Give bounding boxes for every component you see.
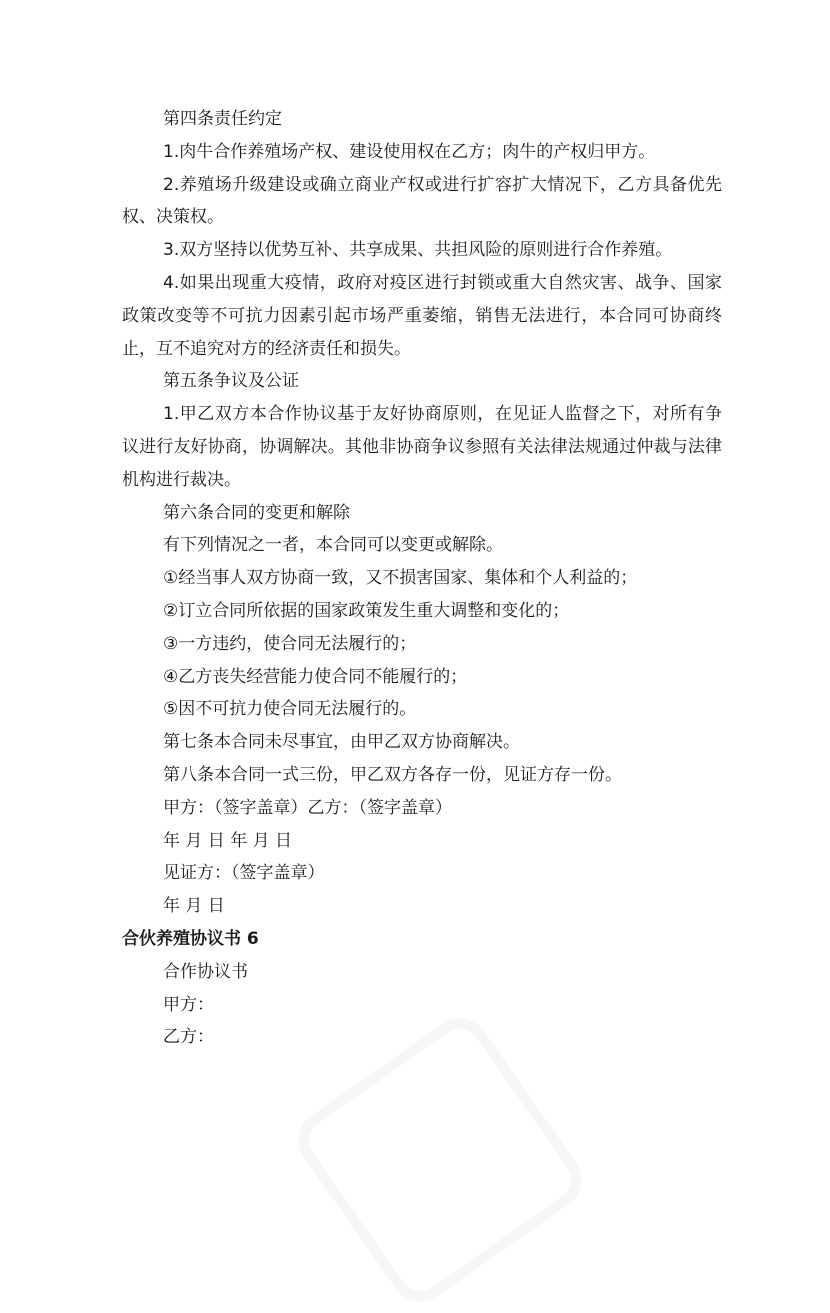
document-title: 合作协议书 <box>163 961 248 982</box>
article-7: 第七条本合同未尽事宜，由甲乙双方协商解决。 <box>163 732 520 753</box>
date-line: 年 月 日 <box>163 896 225 917</box>
article-8: 第八条本合同一式三份，甲乙双方各存一份，见证方存一份。 <box>163 764 622 785</box>
paragraph: 有下列情况之一者，本合同可以变更或解除。 <box>163 535 503 556</box>
list-item: ④乙方丧失经营能力使合同不能履行的； <box>163 666 468 687</box>
article-4-title: 第四条责任约定 <box>163 109 282 129</box>
article-6-title: 第六条合同的变更和解除 <box>163 502 350 523</box>
paragraph: 2.养殖场升级建设或确立商业产权或进行扩容扩大情况下，乙方具备优先权、决策权。 <box>122 174 722 228</box>
article-5-title: 第五条争议及公证 <box>163 371 299 392</box>
party-b-line: 乙方： <box>163 1027 214 1048</box>
paragraph: 1.甲乙双方本合作协议基于友好协商原则，在见证人监督之下，对所有争议进行友好协商，协调解决。其他非协商争议参照有关法律法规通过仲裁与法律机构进行裁决。 <box>122 404 722 490</box>
list-item: ②订立合同所依据的国家政策发生重大调整和变化的； <box>163 600 570 621</box>
list-item: ⑤因不可抗力使合同无法履行的。 <box>163 699 417 720</box>
paragraph: 4.如果出现重大疫情，政府对疫区进行封锁或重大自然灾害、战争、国家政策改变等不可抗力因素引起市场严重萎缩，销售无法进行，本合同可协商终止，互不追究对方的经济责任和损失。 <box>122 272 722 359</box>
list-item: ③一方违约，使合同无法履行的； <box>163 633 417 654</box>
signature-line: 甲方：（签字盖章）乙方：（签字盖章） <box>163 797 452 818</box>
date-line: 年 月 日 年 月 日 <box>163 830 293 851</box>
section-heading: 合伙养殖协议书 6 <box>122 928 259 949</box>
party-a-line: 甲方： <box>163 994 214 1015</box>
paragraph: 1.肉牛合作养殖场产权、建设使用权在乙方；肉牛的产权归甲方。 <box>163 141 656 162</box>
witness-signature-line: 见证方：（签字盖章） <box>163 863 325 884</box>
paragraph: 3.双方坚持以优势互补、共享成果、共担风险的原则进行合作养殖。 <box>163 240 673 261</box>
document-body <box>122 103 722 1054</box>
list-item: ①经当事人双方协商一致，又不损害国家、集体和个人利益的； <box>163 568 638 589</box>
